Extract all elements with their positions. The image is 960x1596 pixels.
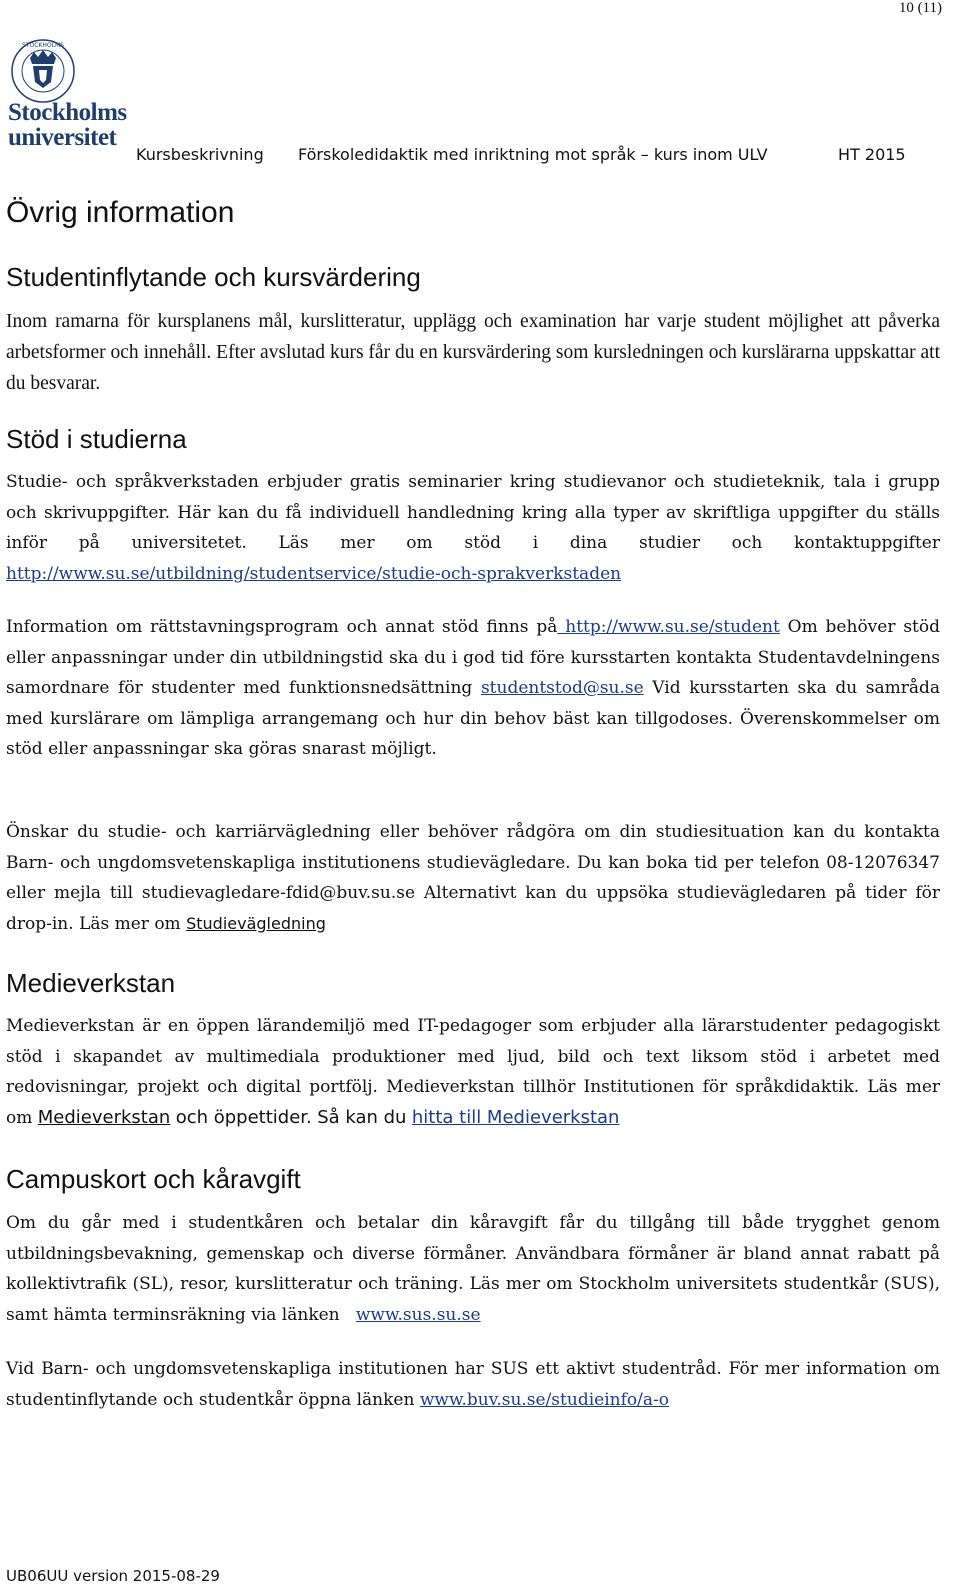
header-doc-type: Kursbeskrivning xyxy=(136,145,264,164)
paragraph-text: Önskar du studie- och karriärvägledning eller behöver rådgöra om din studiesituation kan du kontakta Barn- och ungdomsvetenskapliga institutionens studievägledare. Du kan boka tid per telefon 08-12076347 eller mejla till studievagledare-fdid@buv.su.se Alternativt kan du uppsöka studievägledaren på tider för drop-in. Läs mer om xyxy=(6,822,940,934)
university-logo xyxy=(8,38,138,151)
paragraph-campuskort-2 xyxy=(6,1354,940,1415)
link-buv-studieinfo[interactable]: www.buv.su.se/studieinfo/a-o xyxy=(419,1389,669,1410)
section-heading-stod: Stöd i studierna xyxy=(6,424,187,454)
paragraph-text: Inom ramarna för kursplanens mål, kurslitteratur, upplägg och examination har varje student möjlighet att påverka arbetsformer och innehåll. Efter avslutad kurs får du en kursvärdering som kursledningen och kurslärarna uppskattar att du besvarar. xyxy=(6,311,940,394)
link-sus[interactable]: www.sus.su.se xyxy=(355,1304,481,1325)
paragraph-text: Om behöver stöd eller anpassningar under din utbildningstid ska du i god tid före kursstarten kontakta Studentavdelningens samordnare för studenter med funktionsnedsättning xyxy=(6,617,940,698)
paragraph-stod-2 xyxy=(6,612,940,765)
paragraph-medieverkstan xyxy=(6,1011,940,1133)
paragraph-inflytande xyxy=(6,306,940,399)
logo-line-1: Stockholms xyxy=(8,99,127,126)
logo-line-2: universitet xyxy=(8,124,117,151)
paragraph-text: Så kan du xyxy=(317,1106,407,1128)
svg-text:STOCKHOLMS: STOCKHOLMS xyxy=(22,42,64,49)
link-studentstod-email[interactable]: studentstod@su.se xyxy=(480,678,644,698)
link-student[interactable]: http://www.su.se/student xyxy=(557,617,780,637)
section-heading-inflytande: Studentinflytande och kursvärdering xyxy=(6,262,421,292)
section-heading-medieverkstan: Medieverkstan xyxy=(6,968,176,998)
paragraph-text: Om du går med i studentkåren och betalar din kåravgift får du tillgång till både trygghet genom utbildningsbevakning, gemenskap och diverse förmåner. Användbara förmåner är bland annat rabatt på kollektivtrafik (SL), resor, kurslitteratur och träning. Läs mer om Stockholm universitets studentkår (SUS), samt hämta terminsräkning via länken xyxy=(6,1213,940,1325)
section-heading-campuskort: Campuskort och kåravgift xyxy=(6,1164,301,1194)
document-footer: UB06UU version 2015-08-29 xyxy=(6,1567,220,1585)
paragraph-stod-1 xyxy=(6,467,940,589)
paragraph-text: Vid kursstarten ska du samråda med kurslärare om lämpliga arrangemang och hur din behov bäst kan tillgodoses. Överenskommelser om stöd eller anpassningar ska göras snarast möjligt. xyxy=(6,678,941,759)
link-hitta-medieverkstan[interactable]: hitta till Medieverkstan xyxy=(411,1106,620,1128)
header-term: HT 2015 xyxy=(838,145,906,164)
link-medieverkstan[interactable]: Medieverkstan xyxy=(37,1106,171,1128)
link-sprakverkstaden[interactable]: http://www.su.se/utbildning/studentservice/studie-och-sprakverkstaden xyxy=(6,563,622,584)
paragraph-text: Studie- och språkverkstaden erbjuder gratis seminarier kring studievanor och studieteknik, tala i grupp och skrivuppgifter. Här kan du få individuell handledning kring alla typer av skriftliga uppgifter du ställs inför på universitetet. Läs mer om stöd i dina studier och kontaktuppgifter xyxy=(6,472,940,553)
paragraph-stod-3 xyxy=(6,817,940,939)
paragraph-text: och öppettider. xyxy=(175,1106,312,1128)
page-number: 10 (11) xyxy=(898,0,942,16)
paragraph-text: Vid Barn- och ungdomsvetenskapliga institutionen har SUS ett aktivt studentråd. För mer information om studentinflytande och studentkår öppna länken xyxy=(6,1359,940,1410)
header-course-title: Förskoledidaktik med inriktning mot språk – kurs inom ULV xyxy=(298,145,768,164)
main-heading: Övrig information xyxy=(6,196,235,229)
university-seal-icon xyxy=(10,38,76,104)
paragraph-campuskort-1 xyxy=(6,1208,940,1330)
document-header xyxy=(0,145,960,167)
paragraph-text: Information om rättstavningsprogram och annat stöd finns på xyxy=(6,617,558,637)
paragraph-text: Medieverkstan är en öppen lärandemiljö med IT-pedagoger som erbjuder alla lärarstudenter pedagogiskt stöd i skapandet av multimediala produktioner med ljud, bild och text liksom stöd i arbetet med redovisningar, projekt och digital portfölj. Medieverkstan tillhör Institutionen för språkdidaktik. Läs mer om xyxy=(6,1016,940,1128)
link-studievagledning[interactable]: Studievägledning xyxy=(186,913,326,933)
